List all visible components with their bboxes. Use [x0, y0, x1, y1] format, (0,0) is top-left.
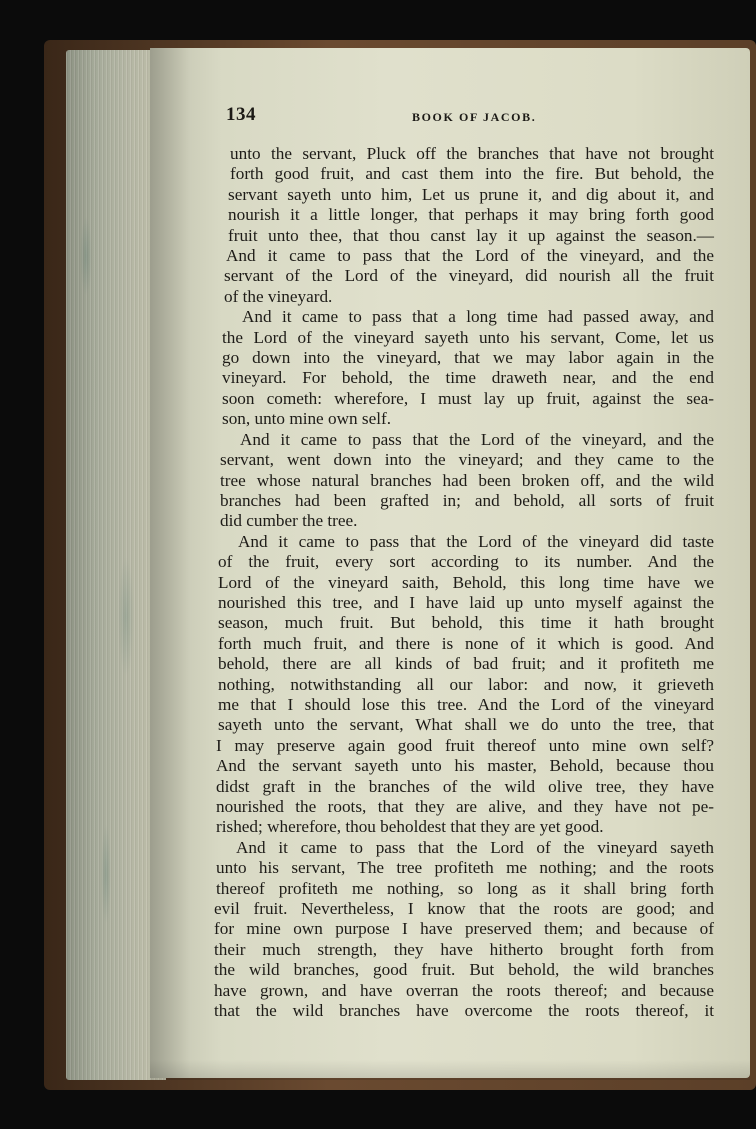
- page-number: 134: [226, 104, 256, 125]
- text-line: their much strength, they have hitherto brought forth from: [214, 939, 714, 959]
- text-line: thereof profiteth me nothing, so long as it shall bring forth: [216, 878, 714, 898]
- page-body-text: [214, 144, 714, 1021]
- text-line: I may preserve again good fruit thereof unto mine own self?: [216, 735, 714, 755]
- text-line: nourished this tree, and I have laid up unto myself against the: [218, 592, 714, 612]
- text-line: vineyard. For behold, the time draweth near, and the end: [222, 368, 714, 388]
- text-line: for mine own purpose I have preserved them; and because of: [214, 919, 714, 939]
- text-line: servant, went down into the vineyard; and they came to the: [220, 450, 714, 470]
- text-line: nourish it a little longer, that perhaps it may bring forth good: [228, 205, 714, 225]
- text-line: the wild branches, good fruit. But behold, the wild branches: [214, 960, 714, 980]
- text-line: me that I should lose this tree. And the Lord of the vineyard: [218, 694, 714, 714]
- text-line: forth good fruit, and cast them into the fire. But behold, the: [230, 164, 714, 184]
- text-line: fruit unto thee, that thou canst lay it up against the season.—: [228, 225, 714, 245]
- text-line: go down into the vineyard, that we may labor again in the: [222, 348, 714, 368]
- text-line: of the vineyard.: [224, 286, 333, 306]
- text-line: Lord of the vineyard saith, Behold, this long time have we: [218, 572, 714, 592]
- text-line: soon cometh: wherefore, I must lay up fruit, against the sea-: [222, 388, 714, 408]
- text-line: of the fruit, every sort according to its number. And the: [218, 552, 714, 572]
- text-line: didst graft in the branches of the wild olive tree, they have: [216, 776, 714, 796]
- page-header: [226, 104, 546, 130]
- text-line: And it came to pass that the Lord of the vineyard sayeth: [236, 837, 714, 857]
- page-bottom-shadow: [150, 1060, 750, 1080]
- text-line: forth much fruit, and there is none of it which is good. And: [218, 633, 714, 653]
- text-line: evil fruit. Nevertheless, I know that the roots are good; and: [214, 899, 714, 919]
- text-line: nothing, notwithstanding all our labor: and now, it grieveth: [218, 674, 714, 694]
- text-line: did cumber the tree.: [220, 511, 358, 531]
- running-head: BOOK OF JACOB.: [412, 110, 537, 124]
- text-line: unto his servant, The tree profiteth me nothing; and the roots: [216, 858, 714, 878]
- text-line: servant sayeth unto him, Let us prune it, and dig about it, and: [228, 184, 714, 204]
- text-line: And it came to pass that a long time had passed away, and: [242, 307, 714, 327]
- text-line: son, unto mine own self.: [222, 409, 391, 429]
- text-line: unto the servant, Pluck off the branches that have not brought: [230, 144, 714, 163]
- text-line: season, much fruit. But behold, this time it hath brought: [218, 613, 714, 633]
- text-line: And it came to pass that the Lord of the vineyard did taste: [238, 531, 714, 551]
- text-line: And it came to pass that the Lord of the vineyard, and the: [240, 429, 714, 449]
- text-line: sayeth unto the servant, What shall we do unto the tree, that: [218, 715, 714, 735]
- text-line: branches had been grafted in; and behold, all sorts of fruit: [220, 490, 714, 510]
- text-line: that the wild branches have overcome the roots thereof, it: [214, 1001, 714, 1021]
- text-line: servant of the Lord of the vineyard, did nourish all the fruit: [224, 266, 714, 286]
- text-line: the Lord of the vineyard sayeth unto his servant, Come, let us: [222, 327, 714, 347]
- text-line: nourished the roots, that they are alive, and they have not pe-: [216, 797, 714, 816]
- text-line: rished; wherefore, thou beholdest that they are yet good.: [216, 817, 604, 837]
- text-line: behold, there are all kinds of bad fruit; and it profiteth me: [218, 654, 714, 674]
- text-line: And the servant sayeth unto his master, Behold, because thou: [216, 756, 714, 776]
- spine-shadow: [150, 48, 190, 1078]
- text-line: tree whose natural branches had been broken off, and the wild: [220, 470, 714, 490]
- text-line: have grown, and have overran the roots thereof; and because: [214, 980, 714, 1000]
- text-line: And it came to pass that the Lord of the vineyard, and the: [226, 246, 714, 266]
